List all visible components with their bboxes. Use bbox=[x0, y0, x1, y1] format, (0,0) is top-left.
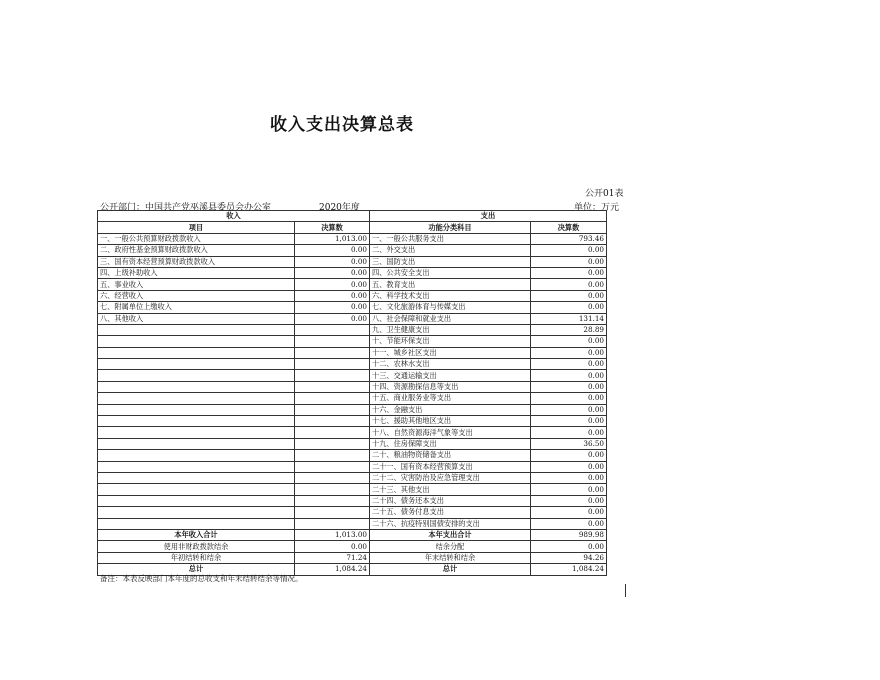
table-row bbox=[98, 404, 607, 415]
income-value-cell bbox=[295, 450, 370, 461]
table-row bbox=[98, 279, 607, 290]
income-value-cell bbox=[295, 347, 370, 358]
expenditure-item-cell: 二、外交支出 bbox=[370, 245, 531, 256]
income-item-cell bbox=[98, 461, 295, 472]
expenditure-value-cell: 0.00 bbox=[531, 336, 607, 347]
income-value-cell bbox=[295, 472, 370, 483]
income-item-cell bbox=[98, 404, 295, 415]
nonfiscal-value: 0.00 bbox=[295, 541, 370, 552]
table-row bbox=[98, 347, 607, 358]
grand-total-income-value: 1,084.24 bbox=[295, 564, 370, 575]
expenditure-value-cell: 0.00 bbox=[531, 381, 607, 392]
unit-label: 单位：万元 bbox=[574, 203, 620, 213]
income-item-cell bbox=[98, 393, 295, 404]
income-value-cell bbox=[295, 507, 370, 518]
income-value-cell bbox=[295, 495, 370, 506]
expenditure-item-cell: 十九、住房保障支出 bbox=[370, 438, 531, 449]
expenditure-value-cell: 0.00 bbox=[531, 290, 607, 301]
expenditure-item-cell: 六、科学技术支出 bbox=[370, 290, 531, 301]
table-row bbox=[98, 336, 607, 347]
expenditure-value-cell: 0.00 bbox=[531, 256, 607, 267]
table-row bbox=[98, 233, 607, 244]
income-item-cell: 六、经营收入 bbox=[98, 290, 295, 301]
income-item-cell bbox=[98, 416, 295, 427]
income-value-cell: 0.00 bbox=[295, 313, 370, 324]
expenditure-item-cell: 十一、城乡社区支出 bbox=[370, 347, 531, 358]
expenditure-item-cell: 十四、资源勘探信息等支出 bbox=[370, 381, 531, 392]
income-value-cell bbox=[295, 404, 370, 415]
income-item-cell bbox=[98, 518, 295, 529]
table-row bbox=[98, 484, 607, 495]
income-item-cell bbox=[98, 359, 295, 370]
surplus-distribution-label: 结余分配 bbox=[370, 541, 531, 552]
expenditure-value-cell: 0.00 bbox=[531, 507, 607, 518]
expenditure-item-cell: 二十三、其他支出 bbox=[370, 484, 531, 495]
exp-year-total-value: 989.98 bbox=[531, 529, 607, 540]
expenditure-value-cell: 0.00 bbox=[531, 427, 607, 438]
income-value-cell: 0.00 bbox=[295, 279, 370, 290]
income-item-cell bbox=[98, 495, 295, 506]
grand-total-exp-value: 1,084.24 bbox=[531, 564, 607, 575]
expenditure-value-cell: 0.00 bbox=[531, 347, 607, 358]
expenditure-item-cell: 十五、商业服务业等支出 bbox=[370, 393, 531, 404]
income-item-cell: 五、事业收入 bbox=[98, 279, 295, 290]
income-value-cell bbox=[295, 381, 370, 392]
income-item-cell bbox=[98, 484, 295, 495]
income-value-cell: 1,013.00 bbox=[295, 233, 370, 244]
end-carryover-value: 94.26 bbox=[531, 552, 607, 563]
cell-border-fragment bbox=[625, 584, 626, 597]
header-row-columns bbox=[98, 222, 607, 233]
expenditure-item-cell: 十三、交通运输支出 bbox=[370, 370, 531, 381]
expenditure-value-cell: 0.00 bbox=[531, 495, 607, 506]
income-value-cell bbox=[295, 393, 370, 404]
budget-table bbox=[97, 210, 607, 576]
table-row bbox=[98, 290, 607, 301]
surplus-distribution-value: 0.00 bbox=[531, 541, 607, 552]
income-value-cell bbox=[295, 518, 370, 529]
expenditure-value-cell: 28.89 bbox=[531, 324, 607, 335]
expenditure-item-cell: 十二、农林水支出 bbox=[370, 359, 531, 370]
expenditure-item-cell: 四、公共安全支出 bbox=[370, 267, 531, 278]
expenditure-item-cell: 九、卫生健康支出 bbox=[370, 324, 531, 335]
income-item-cell: 三、国有资本经营预算财政拨款收入 bbox=[98, 256, 295, 267]
form-number: 公开01表 bbox=[585, 189, 624, 199]
income-item-cell bbox=[98, 438, 295, 449]
expenditure-item-cell: 二十五、债务付息支出 bbox=[370, 507, 531, 518]
expenditure-value-cell: 0.00 bbox=[531, 279, 607, 290]
income-item-cell bbox=[98, 347, 295, 358]
expenditure-value-cell: 0.00 bbox=[531, 484, 607, 495]
expenditure-item-cell: 一、一般公共服务支出 bbox=[370, 233, 531, 244]
income-item-cell bbox=[98, 450, 295, 461]
grand-total-income-label: 总计 bbox=[98, 564, 295, 575]
income-value-cell: 0.00 bbox=[295, 290, 370, 301]
income-item-cell bbox=[98, 472, 295, 483]
expenditure-value-cell: 0.00 bbox=[531, 245, 607, 256]
end-carryover-label: 年末结转和结余 bbox=[370, 552, 531, 563]
expenditure-value-cell: 0.00 bbox=[531, 461, 607, 472]
year-label: 2020年度 bbox=[319, 203, 360, 213]
header-row-top bbox=[98, 211, 607, 222]
income-item-cell: 四、上级补助收入 bbox=[98, 267, 295, 278]
expenditure-item-cell: 十六、金融支出 bbox=[370, 404, 531, 415]
expenditure-item-cell: 二十一、国有资本经营预算支出 bbox=[370, 461, 531, 472]
expenditure-value-cell: 0.00 bbox=[531, 267, 607, 278]
expenditure-value-cell: 0.00 bbox=[531, 359, 607, 370]
income-item-cell bbox=[98, 381, 295, 392]
expenditure-value-cell: 0.00 bbox=[531, 370, 607, 381]
expenditure-value-cell: 0.00 bbox=[531, 450, 607, 461]
department-label: 公开部门：中国共产党巫溪县委员会办公室 bbox=[100, 203, 272, 213]
carryover-row bbox=[98, 552, 607, 563]
table-row bbox=[98, 393, 607, 404]
income-item-cell bbox=[98, 507, 295, 518]
expenditure-item-cell: 五、教育支出 bbox=[370, 279, 531, 290]
income-value-cell bbox=[295, 359, 370, 370]
page-title: 收入支出决算总表 bbox=[270, 115, 414, 135]
expenditure-item-cell: 二十六、抗疫特别国债安排的支出 bbox=[370, 518, 531, 529]
table-row bbox=[98, 507, 607, 518]
income-value-cell bbox=[295, 461, 370, 472]
expenditure-item-cell: 二十、粮油物资储备支出 bbox=[370, 450, 531, 461]
expenditure-value-cell: 0.00 bbox=[531, 472, 607, 483]
income-year-total-value: 1,013.00 bbox=[295, 529, 370, 540]
income-item-cell bbox=[98, 427, 295, 438]
footnote: 备注：本表反映部门本年度的总收支和年末结转结余等情况。 bbox=[100, 574, 303, 583]
table-row bbox=[98, 245, 607, 256]
expenditure-value-cell: 131.14 bbox=[531, 313, 607, 324]
table-row bbox=[98, 324, 607, 335]
expenditure-item-cell: 三、国防支出 bbox=[370, 256, 531, 267]
nonfiscal-label: 使用非财政拨款结余 bbox=[98, 541, 295, 552]
expenditure-value-cell: 0.00 bbox=[531, 393, 607, 404]
income-value-cell bbox=[295, 438, 370, 449]
income-item-cell bbox=[98, 336, 295, 347]
expenditure-value-cell: 0.00 bbox=[531, 416, 607, 427]
amount-column-header: 决算数 bbox=[295, 222, 370, 233]
table-row bbox=[98, 472, 607, 483]
expenditure-item-cell: 十八、自然资源海洋气象等支出 bbox=[370, 427, 531, 438]
expenditure-value-cell: 0.00 bbox=[531, 404, 607, 415]
begin-carryover-label: 年初结转和结余 bbox=[98, 552, 295, 563]
expenditure-value-cell: 0.00 bbox=[531, 518, 607, 529]
income-value-cell: 0.00 bbox=[295, 256, 370, 267]
income-item-cell: 二、政府性基金预算财政拨款收入 bbox=[98, 245, 295, 256]
income-value-cell: 0.00 bbox=[295, 302, 370, 313]
income-value-cell: 0.00 bbox=[295, 245, 370, 256]
income-value-cell bbox=[295, 416, 370, 427]
table-row bbox=[98, 495, 607, 506]
table-row bbox=[98, 359, 607, 370]
expenditure-header: 支出 bbox=[370, 211, 607, 222]
income-year-total-label: 本年收入合计 bbox=[98, 529, 295, 540]
income-item-cell: 七、附属单位上缴收入 bbox=[98, 302, 295, 313]
table-row bbox=[98, 416, 607, 427]
grand-total-exp-label: 总计 bbox=[370, 564, 531, 575]
table-row bbox=[98, 518, 607, 529]
income-value-cell bbox=[295, 484, 370, 495]
income-value-cell: 0.00 bbox=[295, 267, 370, 278]
income-value-cell bbox=[295, 370, 370, 381]
expenditure-item-cell: 八、社会保障和就业支出 bbox=[370, 313, 531, 324]
income-item-cell: 八、其他收入 bbox=[98, 313, 295, 324]
table-row bbox=[98, 256, 607, 267]
income-item-cell: 一、一般公共预算财政拨款收入 bbox=[98, 233, 295, 244]
exp-year-total-label: 本年支出合计 bbox=[370, 529, 531, 540]
begin-carryover-value: 71.24 bbox=[295, 552, 370, 563]
income-item-cell bbox=[98, 324, 295, 335]
table-row bbox=[98, 302, 607, 313]
income-value-cell bbox=[295, 336, 370, 347]
income-value-cell bbox=[295, 324, 370, 335]
expenditure-item-cell: 十、节能环保支出 bbox=[370, 336, 531, 347]
expenditure-item-cell: 七、文化旅游体育与传媒支出 bbox=[370, 302, 531, 313]
function-item-column-header: 功能分类科目 bbox=[370, 222, 531, 233]
table-row bbox=[98, 438, 607, 449]
expenditure-value-cell: 793.46 bbox=[531, 233, 607, 244]
table-row bbox=[98, 381, 607, 392]
table-row bbox=[98, 370, 607, 381]
table-row bbox=[98, 267, 607, 278]
income-value-cell bbox=[295, 427, 370, 438]
table-row bbox=[98, 313, 607, 324]
expenditure-value-cell: 36.50 bbox=[531, 438, 607, 449]
expenditure-item-cell: 二十四、债务还本支出 bbox=[370, 495, 531, 506]
table-row bbox=[98, 427, 607, 438]
item-column-header: 项目 bbox=[98, 222, 295, 233]
expenditure-item-cell: 十七、援助其他地区支出 bbox=[370, 416, 531, 427]
income-header: 收入 bbox=[98, 211, 370, 222]
amount2-column-header: 决算数 bbox=[531, 222, 607, 233]
nonfiscal-row bbox=[98, 541, 607, 552]
income-item-cell bbox=[98, 370, 295, 381]
table-row bbox=[98, 461, 607, 472]
year-total-row bbox=[98, 529, 607, 540]
table-row bbox=[98, 450, 607, 461]
expenditure-value-cell: 0.00 bbox=[531, 302, 607, 313]
expenditure-item-cell: 二十二、灾害防治及应急管理支出 bbox=[370, 472, 531, 483]
